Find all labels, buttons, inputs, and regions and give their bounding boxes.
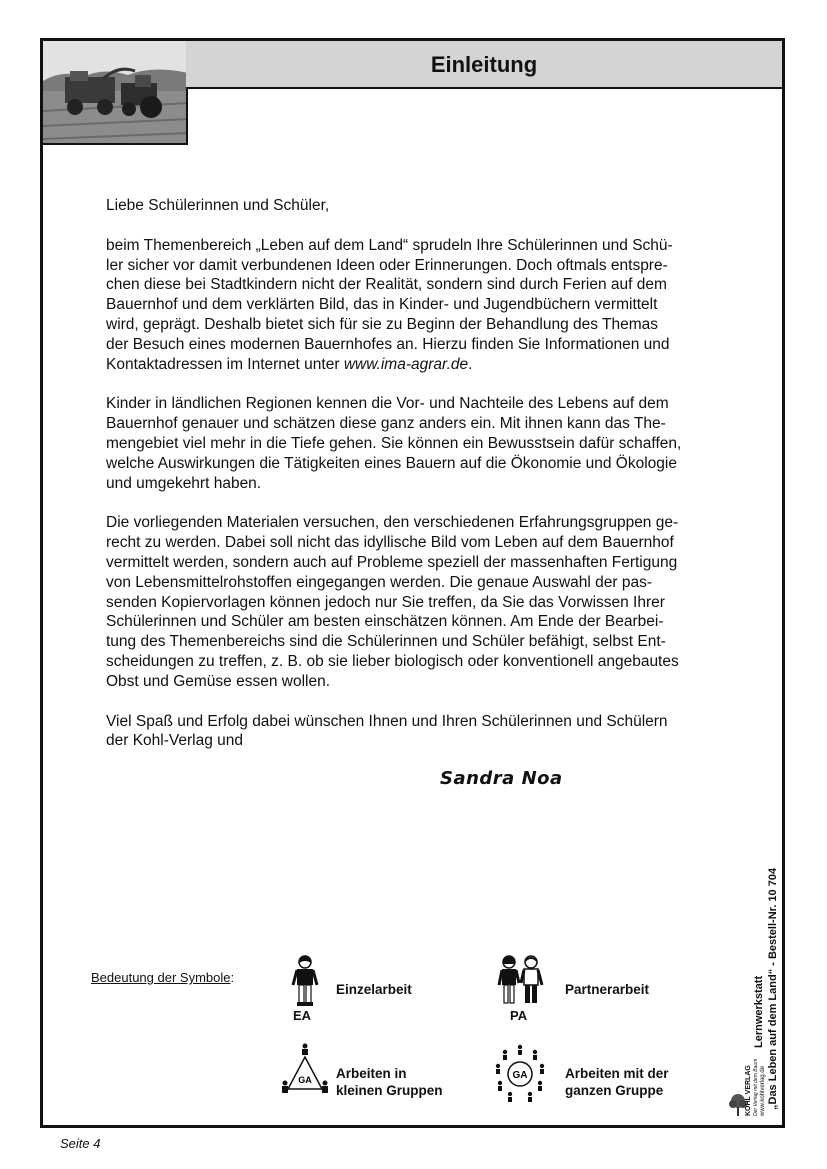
pa-label: Partnerarbeit (565, 982, 650, 997)
ea-label: Einzelarbeit (336, 982, 412, 997)
sidebar-book-title: „Das Leben auf dem Land“ - Bestell-Nr. 10 704 (767, 867, 779, 1110)
website-link[interactable]: www.ima-agrar.de (343, 355, 469, 373)
paragraph-1 (106, 236, 726, 375)
single-person-icon (290, 955, 320, 1012)
page-number: Seite 4 (60, 1136, 101, 1151)
legend-title (91, 970, 234, 985)
title-bar (186, 41, 782, 89)
small-group-icon (280, 1043, 330, 1104)
whole-group-icon (494, 1043, 546, 1110)
signature: Sandra Noa (440, 768, 563, 789)
paragraph-2: Kinder in ländlichen Regionen kennen die Vor- und Nachteile des Lebens auf dem Bauernhof genauer und schätzen diese ganz anders ein. Mit ihnen kann das The- mengebiet viel mehr in die Tiefe gehen. Sie können ein Bewusstsein dafür schaffen, welche Auswirkungen die Tätigkeiten eines Bauern auf die Ökonomie und Ökologie und umgekehrt haben. (106, 395, 682, 492)
sidebar-series-title: Lernwerkstatt (753, 975, 765, 1048)
ga-small-label-line-1: Arbeiten in (336, 1066, 407, 1081)
ga-small-label-line-2: kleinen Gruppen (336, 1083, 443, 1098)
paragraph-4: Viel Spaß und Erfolg dabei wünschen Ihnen und Ihren Schülerinnen und Schülern der Kohl-Verlag und (106, 712, 668, 750)
greeting: Liebe Schülerinnen und Schüler, (106, 197, 330, 214)
publisher-slogan: Der Verlag mit dem Baum (753, 1058, 759, 1116)
pa-abbr: PA (510, 1008, 528, 1023)
publisher-website[interactable]: www.kohlverlag.de (760, 1065, 766, 1116)
paragraph-1-text: beim Themenbereich „Leben auf dem Land“ sprudeln Ihre Schülerinnen und Schü- ler sicher vor damit verbundenen Ideen oder Erinnerungen. Doch oftmals entspre- chen diese bei Stadtkindern nicht der Realität, sondern sind durch Ferien auf dem Bauernhof und dem verklärten Bild, das in Kinder- und Jugendbüchern vermittelt wird, geprägt. Deshalb bietet sich für sie zu Beginn der Behandlung des Themas der Besuch eines modernen Bauernhofes an. Hierzu finden Sie Informationen und Kontaktadressen im Internet unter (106, 236, 673, 373)
ga-all-label (565, 1065, 669, 1099)
ga-all-label-line-1: Arbeiten mit der (565, 1066, 669, 1081)
page-title: Einleitung (430, 52, 538, 77)
paragraph-3: Die vorliegenden Materialen versuchen, den verschiedenen Erfahrungsgruppen ge- recht zu werden. Dabei soll nicht das idyllische Bild vom Leben auf dem Bauernhof vermittelt werden, sondern auch auf Probleme speziell der massenhaften Fertigung von Lebensmittelrohstoffen eingegangen werden. Die genaue Auswahl der pas- senden Kopiervorlagen können jedoch nur Sie treffen, da Sie das Vorwissen Ihrer Schülerinnen und Schüler am besten einschätzen können. Am Ende der Bearbei- tung des Themenbereichs sind die Schülerinnen und Schüler befähigt, selbst Ent- scheidungen zu treffen, z. B. ob sie lieber biologisch oder konventionell angebautes Obst und Gemüse essen wollen. (106, 514, 679, 690)
tractor-harvester-photo (43, 41, 188, 145)
ga-all-label-line-2: ganzen Gruppe (565, 1083, 664, 1098)
ga-small-abbr: GA (298, 1075, 312, 1085)
paragraph-1-end: . (468, 355, 473, 373)
ga-all-abbr: GA (512, 1070, 528, 1081)
publisher-name: KOHL VERLAG (745, 1065, 752, 1116)
ea-abbr: EA (293, 1008, 312, 1023)
legend-title-text: Bedeutung der Symbole (91, 970, 231, 985)
pair-icon (497, 955, 545, 1012)
intro-text (106, 196, 726, 771)
legend-title-colon: : (230, 970, 235, 985)
ga-small-label (336, 1065, 443, 1099)
